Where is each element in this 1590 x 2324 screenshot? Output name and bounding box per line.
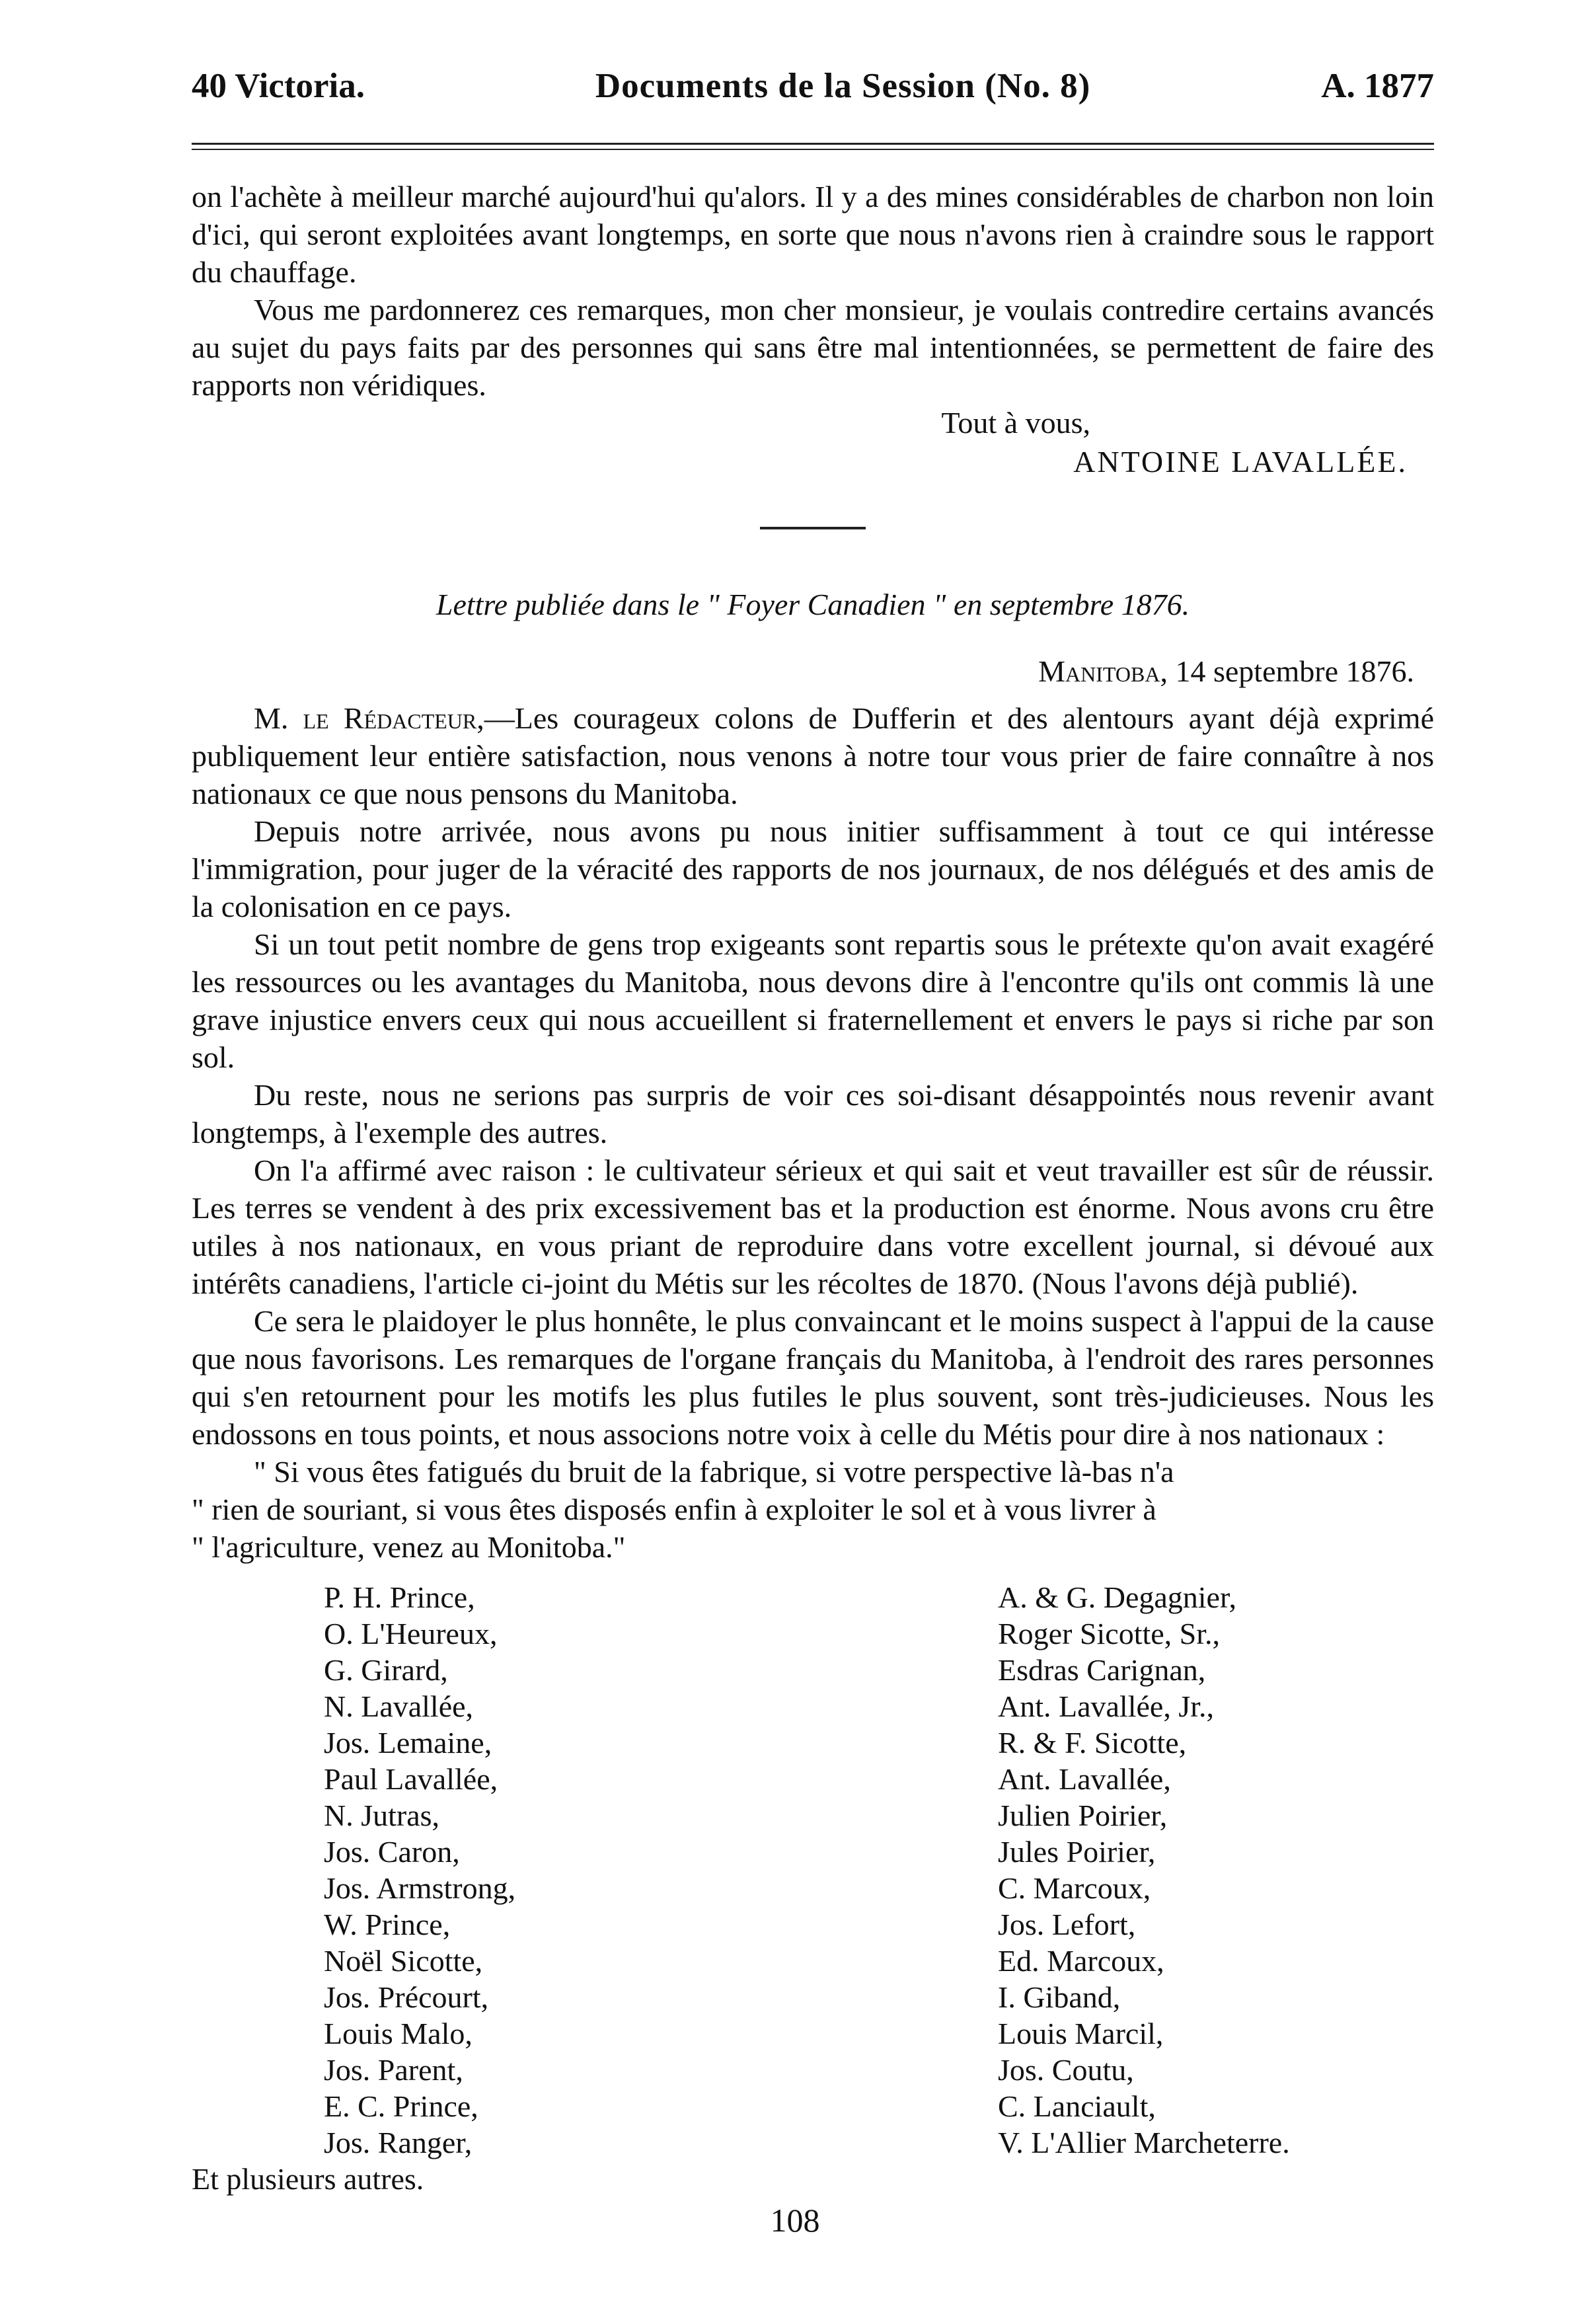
body-text [192, 178, 1434, 1566]
signatory-name: N. Lavallée, [324, 1689, 474, 1723]
signatory-name: Esdras Carignan, [998, 1653, 1206, 1687]
dateline-place: Manitoba, [1038, 654, 1168, 688]
letter-paragraph: On l'a affirmé avec raison : le cultivateur sérieux et qui sait et veut travailler est sûr de réussir. Les terres se vendent à des prix excessivement bas et la production est énorme. Nous avons cru être utiles à nos nationaux, en vous priant de reproduire dans votre excellent journal, si dévoué aux intérêts canadiens, l'article ci-joint du Métis sur les récoltes de 1870. (Nous l'avons déjà publié). [192, 1153, 1434, 1300]
dateline-date: 14 septembre 1876. [1175, 654, 1414, 688]
signatory-name: C. Marcoux, [998, 1871, 1151, 1905]
signatory-name: O. L'Heureux, [324, 1617, 498, 1650]
signatory-name: Julien Poirier, [998, 1799, 1168, 1832]
signatory-name: E. C. Prince, [324, 2089, 478, 2123]
signatory-name: Louis Marcil, [998, 2017, 1164, 2050]
signatories-left-column [192, 1579, 760, 2161]
quote-line: " rien de souriant, si vous êtes disposés enfin à exploiter le sol et à vous livrer à [192, 1492, 1156, 1526]
document-page [192, 66, 1434, 2197]
header-center: Documents de la Session (No. 8) [595, 67, 1091, 105]
opening-continuation: on l'achète à meilleur marché aujourd'hui qu'alors. Il y a des mines considérables de charbon non loin d'ici, qui seront exploitées avant longtemps, en sorte que nous n'avons rien à craindre sous le rapport du chauffage. [192, 180, 1434, 289]
signatories-list [192, 1579, 1434, 2161]
signatories-right-column [760, 1579, 1290, 2161]
running-header [192, 66, 1434, 126]
signatory-name: P. H. Prince, [324, 1580, 475, 1614]
signatory-name: C. Lanciault, [998, 2089, 1156, 2123]
closing-salutation: Tout à vous, [941, 406, 1090, 440]
signatory-name: Jos. Lemaine, [324, 1726, 492, 1760]
paragraph-remarks: Vous me pardonnerez ces remarques, mon cher monsieur, je voulais contredire certains avancés au sujet du pays faits par des personnes qui sans être mal intentionnées, se permettent de faire des rapports non véridiques. [192, 293, 1434, 402]
letter-paragraph [192, 699, 1434, 812]
closing-signature: ANTOINE LAVALLÉE. [1073, 445, 1408, 479]
signatory-name: Jos. Lefort, [998, 1908, 1136, 1941]
signatory-name: Jos. Ranger, [324, 2126, 473, 2159]
signatory-name: Jos. Caron, [324, 1835, 460, 1869]
letter-paragraph-text: —Les courageux colons de Dufferin et des alentours ayant déjà exprimé publiquement leur entière satisfaction, nous venons à notre tour vous prier de faire connaître à nos nationaux ce que nous pensons du Manitoba. [192, 701, 1434, 810]
signatory-name: Ant. Lavallée, [998, 1762, 1171, 1796]
signatory-name: V. L'Allier Marcheterre. [998, 2126, 1290, 2159]
header-rule [192, 143, 1434, 150]
signatory-name: Jules Poirier, [998, 1835, 1156, 1869]
section-divider [760, 527, 866, 529]
signatories-final-line: Et plusieurs autres. [192, 2162, 424, 2196]
quoted-passage [192, 1453, 1434, 1566]
signatory-name: A. & G. Degagnier, [998, 1580, 1236, 1614]
signatory-name: I. Giband, [998, 1980, 1121, 2014]
letter-paragraph: Depuis notre arrivée, nous avons pu nous initier suffisamment à tout ce qui intéresse l'immigration, pour juger de la véracité des rapports de nos journaux, de nos délégués et des amis de la colonisation en ce pays. [192, 814, 1434, 923]
header-right: A. 1877 [1321, 67, 1434, 105]
letter-salutation: M. le Rédacteur, [254, 701, 484, 735]
signatory-name: N. Jutras, [324, 1799, 440, 1832]
signatory-name: Roger Sicotte, Sr., [998, 1617, 1221, 1650]
signatory-name: Ant. Lavallée, Jr., [998, 1689, 1215, 1723]
letter-title: Lettre publiée dans le " Foyer Canadien " en septembre 1876. [435, 588, 1190, 621]
letter-paragraph: Ce sera le plaidoyer le plus honnête, le plus convaincant et le moins suspect à l'appui de la cause que nous favorisons. Les remarques de l'organe français du Manitoba, à l'endroit des rares personnes qui s'en retournent pour les motifs les plus futiles le plus souvent, sont très-judicieuses. Nous les endossons en tous points, et nous associons notre voix à celle du Métis pour dire à nos nationaux : [192, 1304, 1434, 1451]
quote-line: " Si vous êtes fatigués du bruit de la fabrique, si votre perspective là-bas n'a [254, 1455, 1174, 1489]
header-left: 40 Victoria. [192, 67, 365, 105]
letter-paragraph: Du reste, nous ne serions pas surpris de voir ces soi-disant désappointés nous revenir avant longtemps, à l'exemple des autres. [192, 1078, 1434, 1149]
signatory-name: R. & F. Sicotte, [998, 1726, 1187, 1760]
signatory-name: Jos. Précourt, [324, 1980, 489, 2014]
letter-paragraph: Si un tout petit nombre de gens trop exigeants sont repartis sous le prétexte qu'on avait exagéré les ressources ou les avantages du Manitoba, nous devons dire à l'encontre qu'ils ont commis là une grave injustice envers ceux qui nous accueillent si fraternellement et envers le pays si riche par son sol. [192, 927, 1434, 1074]
letter-dateline [192, 652, 1434, 690]
closing-block [192, 404, 1434, 481]
signatory-name: Paul Lavallée, [324, 1762, 498, 1796]
signatory-name: Noël Sicotte, [324, 1944, 483, 1978]
signatory-name: Jos. Armstrong, [324, 1871, 516, 1905]
page-number: 108 [770, 2202, 820, 2239]
signatory-name: Jos. Parent, [324, 2053, 463, 2087]
signatory-name: Ed. Marcoux, [998, 1944, 1164, 1978]
signatory-name: W. Prince, [324, 1908, 451, 1941]
signatory-name: Louis Malo, [324, 2017, 473, 2050]
signatory-name: G. Girard, [324, 1653, 448, 1687]
signatory-name: Jos. Coutu, [998, 2053, 1134, 2087]
quote-line: " l'agriculture, venez au Monitoba." [192, 1530, 626, 1564]
